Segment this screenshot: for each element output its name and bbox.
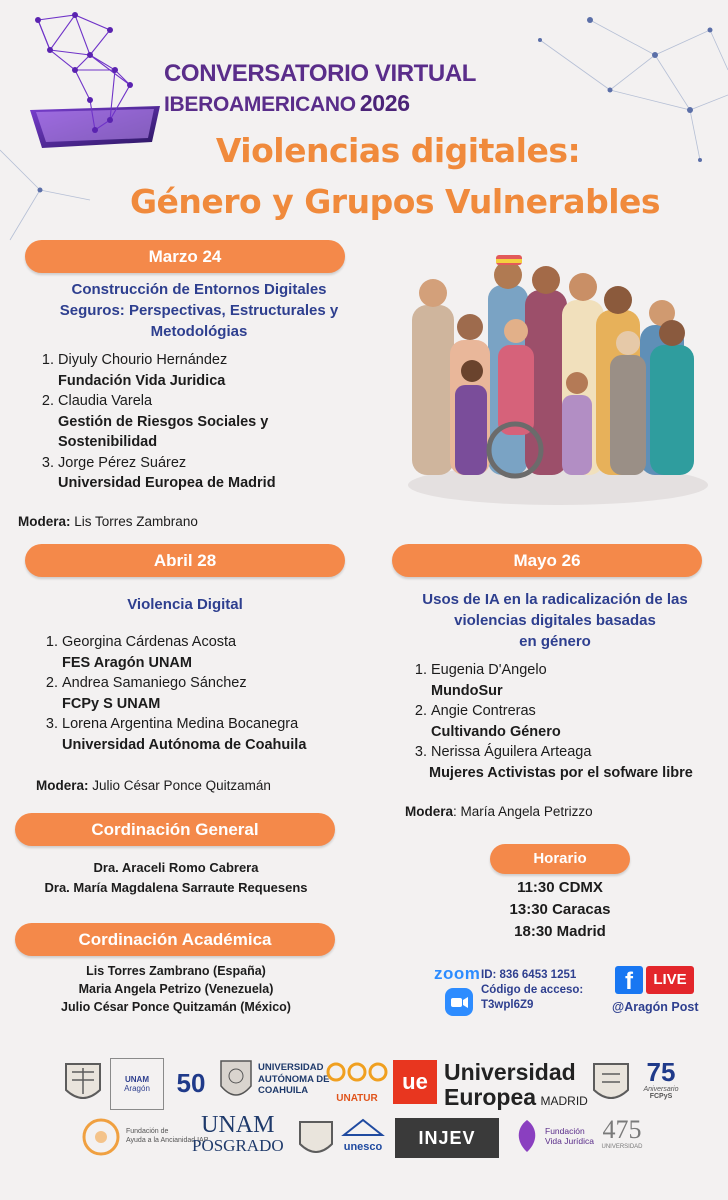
fcpys-75-logo [636,1058,686,1100]
fvj-line: Fundación [545,1126,585,1136]
fundacion-vida-juridica-text [545,1126,594,1146]
unesco-logo [340,1118,386,1153]
coordinator-name: Maria Angela Petrizo (Venezuela) [78,982,274,996]
fundacion-ayuda-logo-mark [80,1116,122,1158]
session-1-speakers [36,350,378,494]
event-title-line-2: Género y Grupos Vulnerables [129,182,661,221]
fcpys: FCPyS [649,1093,673,1100]
universidad-europea-logo [444,1060,588,1112]
moderator-name: Julio César Ponce Quitzamán [92,778,271,793]
uadec-line: UNIVERSIDAD [258,1062,324,1073]
moderator-label: Modera: [18,514,71,529]
session-3-moderator [405,804,593,819]
zoom-camera-icon [445,988,473,1016]
session-1-title-line: Metodológias [150,323,248,340]
speaker-institution: FCPy S UNAM [62,695,161,712]
fundacion-vida-juridica-mark [512,1118,542,1154]
facebook-handle: @Aragón Post [612,1000,699,1014]
zoom-wordmark: zoom [434,964,481,983]
unatur-logo [326,1058,388,1106]
brand-line-2 [164,90,410,117]
fundacion-ayuda-line: Ayuda a la Ancianidad IAP [126,1137,209,1144]
fvj-line: Vida Jurídica [545,1136,594,1146]
fes-shield-logo [590,1060,632,1106]
event-title-line-1: Violencias digitales: [215,131,581,170]
session-1-title-line: Seguros: Perspectivas, Estructurales y [59,302,339,319]
zoom-id: ID: 836 6453 1251 [481,969,577,981]
speaker-name: Eugenia D'Angelo [431,662,547,678]
coordinator-name: Lis Torres Zambrano (España) [86,964,266,978]
aniversario: Aniversario [643,1086,679,1093]
posgrado-unam: UNAM [201,1112,275,1138]
horario-pill: Horario [490,844,630,874]
four75-sub: UNIVERSIDAD [601,1144,643,1150]
zoom-details [481,968,583,1013]
speaker-name: Angie Contreras [431,703,536,719]
speaker-institution: Gestión de Riesgos Sociales y Sostenibilidad [58,413,269,450]
session-2-moderator [36,778,271,793]
session-2-date-pill: Abril 28 [25,544,345,577]
ue-line-1: Universidad [444,1059,576,1085]
coordinacion-general-names [0,858,352,898]
speaker-item [431,742,728,783]
unesco-text: unesco [343,1141,383,1153]
fundacion-ayuda-line: Fundación de [126,1128,169,1135]
session-1-title-line: Construcción de Entornos Digitales [71,281,327,298]
ue-europea: Europea [444,1084,537,1110]
speaker-item [62,714,382,755]
speaker-name: Lorena Argentina Medina Bocanegra [62,716,299,732]
uadec-shield-logo [218,1058,254,1106]
speaker-institution: Cultivando Género [431,723,561,740]
time-slot: 11:30 CDMX [517,879,603,896]
coordinacion-academica-names [0,962,352,1016]
session-1-date-pill: Marzo 24 [25,240,345,273]
coordinator-name: Dra. Araceli Romo Cabrera [93,860,259,875]
session-1-moderator [18,514,198,529]
ue-mark-logo: ue [393,1060,437,1104]
ue-madrid: MADRID [540,1094,588,1108]
ue-line-2 [444,1084,588,1112]
time-slot: 18:30 Madrid [514,923,606,940]
speaker-institution: MundoSur [431,682,503,699]
speaker-item [431,660,728,701]
session-3-title-line: en género [519,633,591,650]
speaker-name: Claudia Varela [58,393,153,409]
speaker-name: Andrea Samaniego Sánchez [62,675,247,691]
session-2-title [25,594,345,615]
time-slot: 13:30 Caracas [509,901,611,918]
uadec-text [258,1062,329,1097]
speaker-item [58,453,378,494]
unam-475-logo [590,1116,654,1150]
session-3-title-line: violencias digitales basadas [454,612,656,629]
unatur-text: UNATUR [336,1093,378,1104]
speaker-institution: Universidad Europea de Madrid [58,475,276,491]
seventy-five: 75 [646,1057,676,1087]
zoom-code: T3wpl6Z9 [481,999,534,1011]
uadec-line: AUTÓNOMA DE [258,1073,330,1085]
uadec-line: COAHUILA [258,1085,309,1096]
injev-logo: INJEV [395,1118,499,1158]
unam-escudo-logo [296,1118,336,1158]
coordinator-name: Julio César Ponce Quitzamán (México) [61,1000,291,1014]
coordinacion-general-pill: Cordinación General [15,813,335,846]
speaker-institution: Mujeres Activistas por el sofware libre [429,764,693,781]
speaker-name: Diyuly Chourio Hernández [58,352,228,368]
posgrado-text: POSGRADO [192,1136,284,1155]
moderator-label: Modera: [36,778,89,793]
session-3-title-line: Usos de IA en la radicalización de las [422,591,688,608]
moderator-name: Lis Torres Zambrano [74,514,198,529]
horario-times [490,877,630,943]
fifty-anniversary-logo: 50 [176,1067,206,1098]
speaker-item [62,632,382,673]
speaker-item [62,673,382,714]
speaker-institution: FES Aragón UNAM [62,654,192,671]
session-3-speakers [409,660,728,783]
session-3-title [400,589,710,652]
speaker-item [431,701,728,742]
live-badge: LIVE [646,966,694,994]
speaker-item [58,350,378,391]
brand-year: 2026 [359,90,410,116]
session-3-date-pill: Mayo 26 [392,544,702,577]
session-2-speakers [40,632,382,755]
four75-number: 475 [602,1115,642,1144]
fes-aragon-logo [110,1058,164,1110]
unam-posgrado-logo [192,1113,284,1155]
diverse-people-illustration [400,245,710,510]
zoom-code-label: Código de acceso: [481,984,584,996]
brand-line-1: CONVERSATORIO VIRTUAL [164,60,477,87]
brand-name: IBEROAMERICANO [164,93,356,116]
coordinacion-academica-pill: Cordinación Académica [15,923,335,956]
speaker-name: Jorge Pérez Suárez [58,454,187,471]
speaker-name: Georgina Cárdenas Acosta [62,634,237,650]
moderator-label: Modera [405,804,454,819]
fes-aragon-text: Aragón [124,1084,150,1093]
fes-unam-text: UNAM [125,1075,149,1084]
speaker-institution: Universidad Autónoma de Coahuila [62,736,307,753]
coordinator-name: Dra. María Magdalena Sarraute Requesens [44,880,308,895]
unam-shield-logo [62,1060,104,1106]
speaker-institution: Fundación Vida Juridica [58,372,226,389]
session-2-title-line: Violencia Digital [127,596,243,613]
moderator-name: : María Angela Petrizzo [453,804,593,819]
facebook-icon: f [615,966,643,994]
speaker-item [58,391,378,453]
speaker-name: Nerissa Águilera Arteaga [431,744,592,760]
session-1-title [40,279,358,342]
